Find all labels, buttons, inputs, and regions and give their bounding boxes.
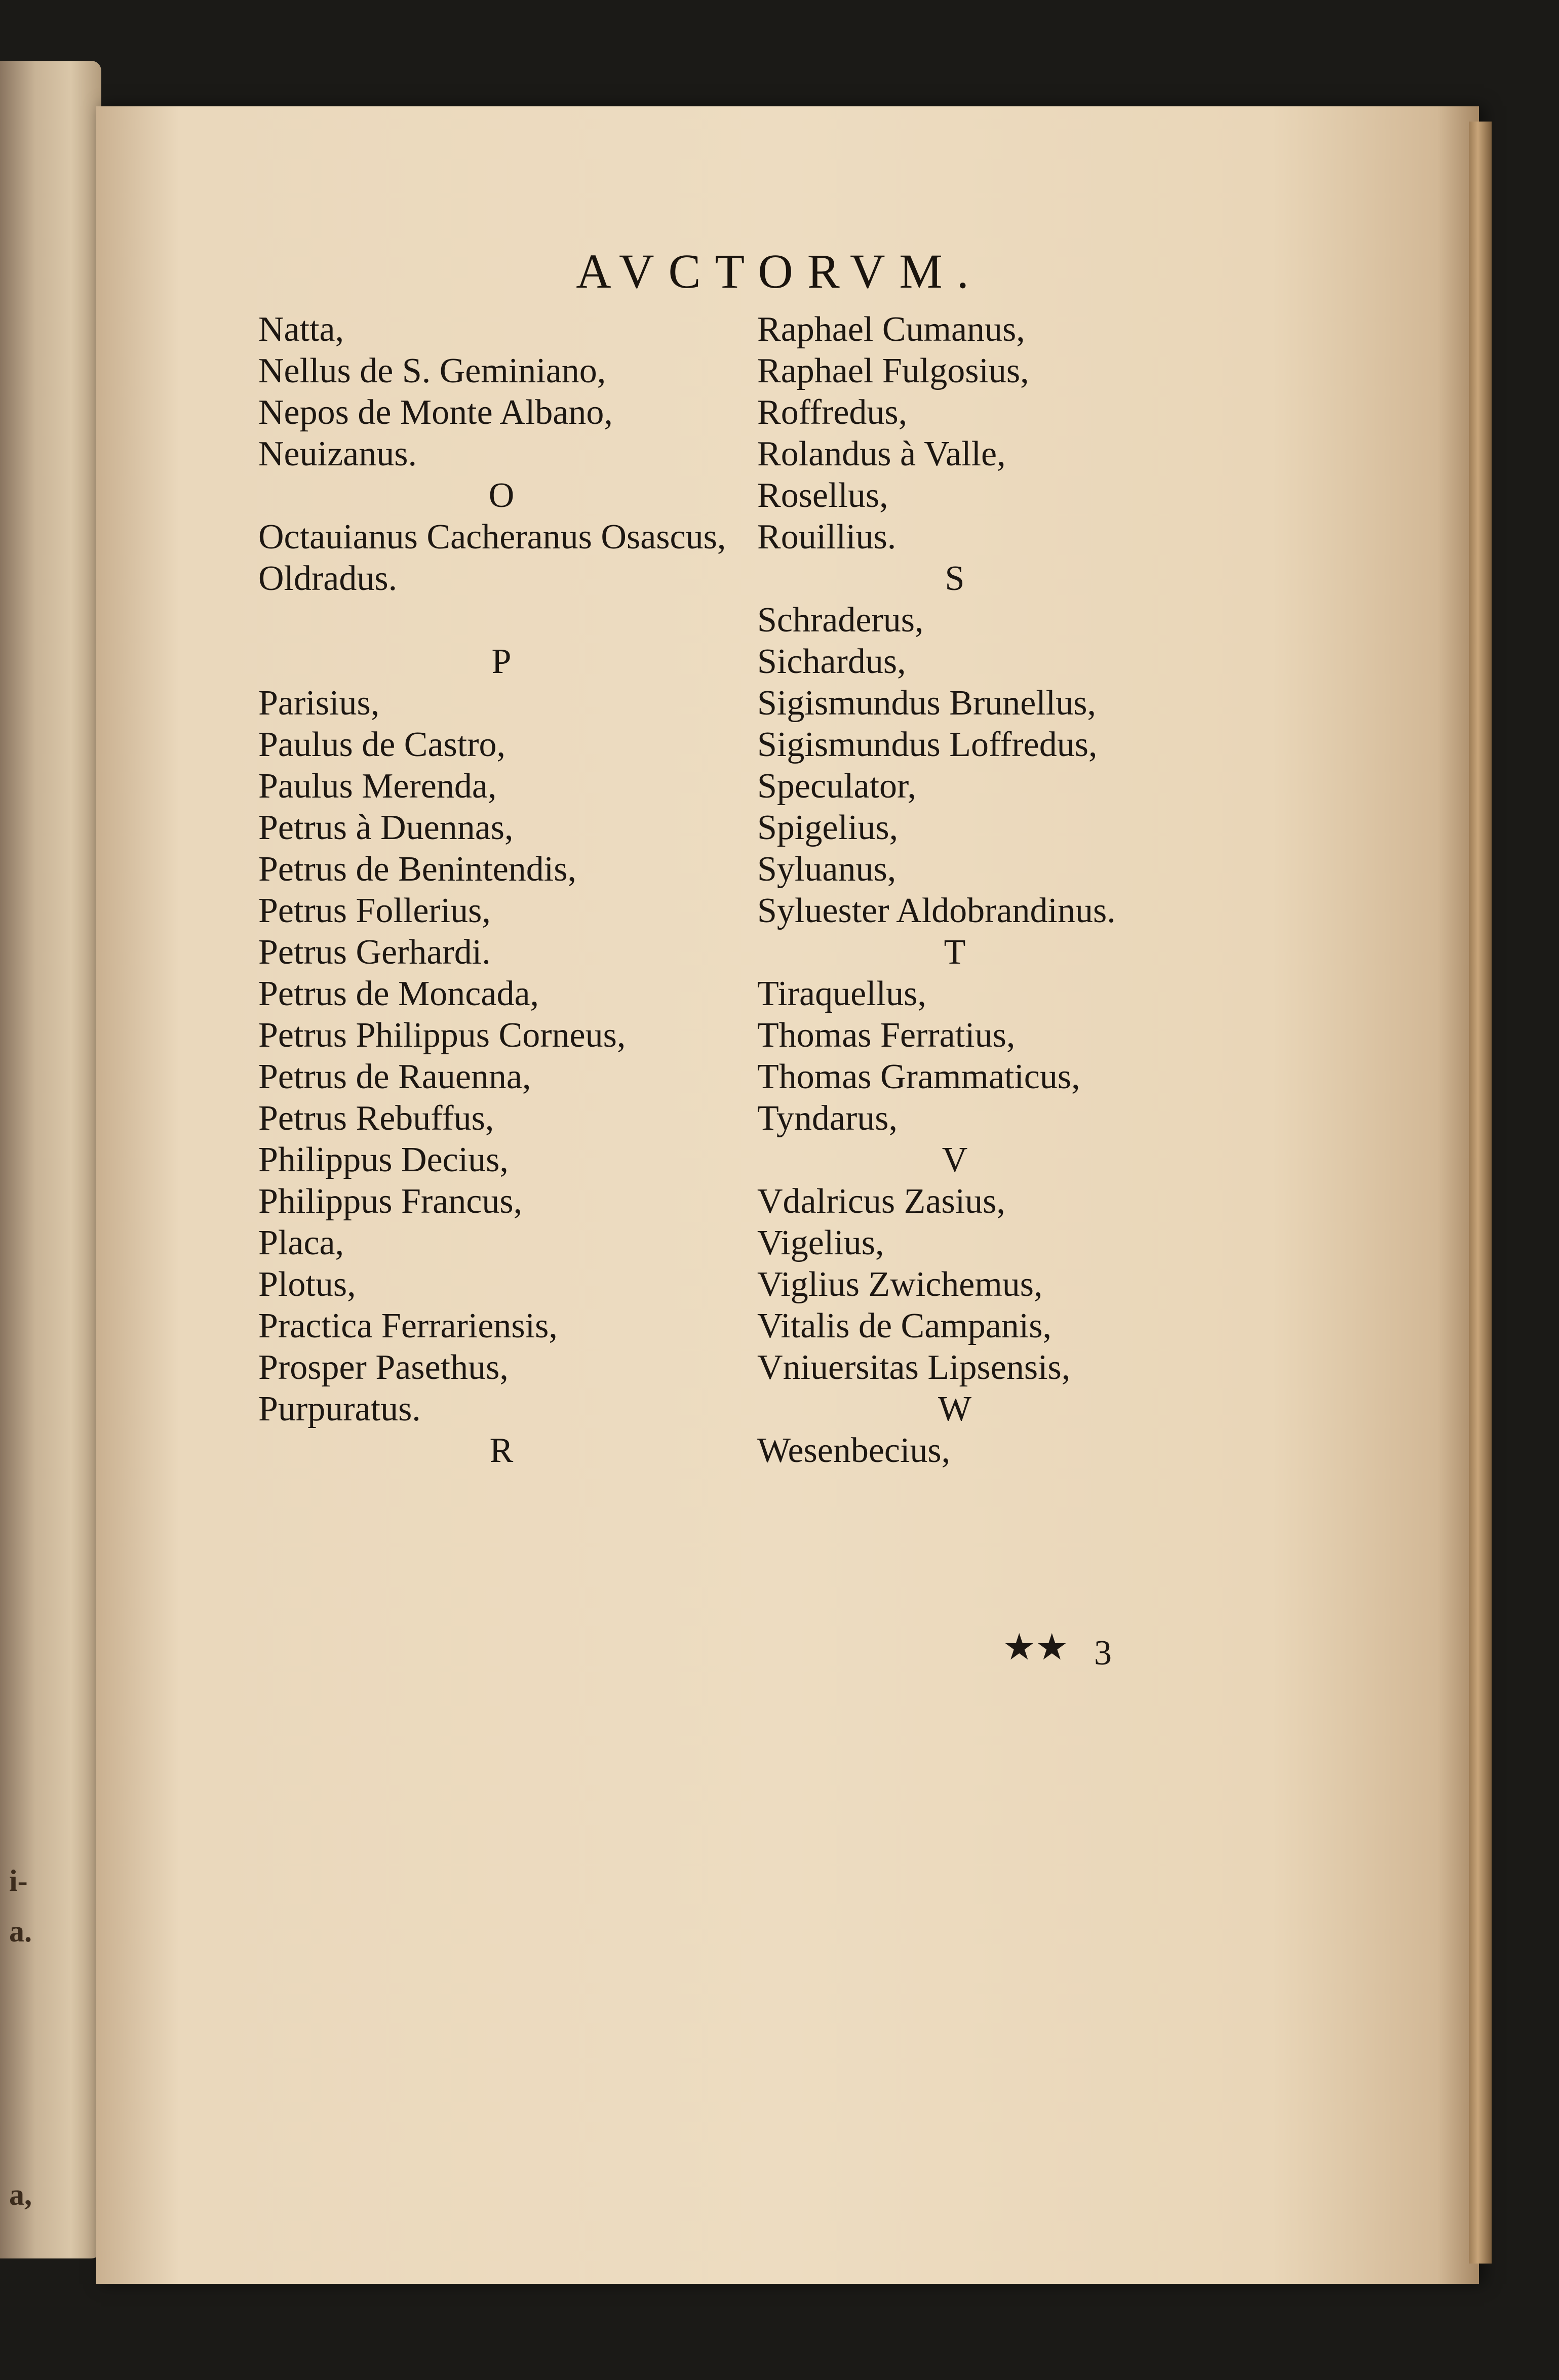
column-gap bbox=[258, 600, 745, 641]
author-entry: Natta, bbox=[258, 310, 344, 349]
author-entry: Raphael Cumanus, bbox=[757, 310, 1025, 349]
page-number: 3 bbox=[1094, 1634, 1112, 1673]
author-entry: Vigelius, bbox=[757, 1223, 884, 1262]
author-entry: Octauianus Cacheranus Osascus, bbox=[258, 518, 726, 557]
author-entry: Petrus à Duennas, bbox=[258, 808, 514, 847]
section-letter: P bbox=[491, 642, 512, 681]
author-entry: Prosper Pasethus, bbox=[258, 1348, 509, 1387]
page-heading: AVCTORVM. bbox=[576, 244, 983, 298]
author-entry: Philippus Decius, bbox=[258, 1140, 509, 1179]
author-entry: Vdalricus Zasius, bbox=[757, 1182, 1005, 1221]
author-entry: Petrus Follerius, bbox=[258, 891, 491, 930]
section-letter: O bbox=[488, 476, 515, 515]
section-letter: W bbox=[938, 1390, 972, 1429]
author-entry: Sigismundus Brunellus, bbox=[757, 684, 1096, 723]
author-entry: Syluanus, bbox=[757, 850, 897, 889]
author-entry: Nellus de S. Geminiano, bbox=[258, 351, 606, 390]
author-entry: Sigismundus Loffredus, bbox=[757, 725, 1098, 764]
author-entry: Sichardus, bbox=[757, 642, 906, 681]
author-entry: Petrus Rebuffus, bbox=[258, 1099, 494, 1138]
author-entry: Petrus de Benintendis, bbox=[258, 850, 576, 889]
author-entry: Paulus de Castro, bbox=[258, 725, 506, 764]
section-letter: T bbox=[944, 933, 966, 972]
author-entry: Thomas Grammaticus, bbox=[757, 1057, 1080, 1096]
author-entry: Petrus Philippus Corneus, bbox=[258, 1016, 626, 1055]
author-entry: Purpuratus. bbox=[258, 1390, 421, 1429]
author-entry: Parisius, bbox=[258, 684, 380, 723]
index-column-left bbox=[258, 309, 745, 1472]
index-column-right bbox=[757, 309, 1152, 1472]
prev-mark: a. bbox=[9, 1915, 32, 1948]
author-entry: Practica Ferrariensis, bbox=[258, 1306, 558, 1345]
author-entry: Schraderus, bbox=[757, 601, 924, 640]
author-entry: Oldradus. bbox=[258, 559, 398, 598]
author-entry: Tyndarus, bbox=[757, 1099, 898, 1138]
author-entry: Rosellus, bbox=[757, 476, 888, 515]
author-entry: Philippus Francus, bbox=[258, 1182, 523, 1221]
section-letter: V bbox=[942, 1140, 968, 1179]
author-entry: Spigelius, bbox=[757, 808, 899, 847]
author-entry: Petrus de Moncada, bbox=[258, 974, 539, 1013]
author-entry: Wesenbecius, bbox=[757, 1431, 951, 1470]
author-entry: Roffredus, bbox=[757, 393, 908, 432]
author-entry: Vitalis de Campanis, bbox=[757, 1306, 1051, 1345]
section-letter: R bbox=[489, 1431, 514, 1470]
prev-mark: a, bbox=[9, 2178, 32, 2211]
page-edge bbox=[1469, 122, 1492, 2264]
author-entry: Syluester Aldobrandinus. bbox=[757, 891, 1116, 930]
author-entry: Neuizanus. bbox=[258, 434, 417, 473]
author-entry: Vniuersitas Lipsensis, bbox=[757, 1348, 1071, 1387]
author-entry: Thomas Ferratius, bbox=[757, 1016, 1016, 1055]
signature-mark: ★★ bbox=[1003, 1627, 1069, 1668]
author-entry: Speculator, bbox=[757, 767, 917, 806]
author-entry: Viglius Zwichemus, bbox=[757, 1265, 1043, 1304]
author-entry: Rolandus à Valle, bbox=[757, 434, 1006, 473]
section-letter: S bbox=[945, 559, 965, 598]
author-entry: Petrus de Rauenna, bbox=[258, 1057, 531, 1096]
author-entry: Paulus Merenda, bbox=[258, 767, 497, 806]
prev-mark: i- bbox=[9, 1864, 28, 1897]
author-entry: Petrus Gerhardi. bbox=[258, 933, 491, 972]
author-entry: Tiraquellus, bbox=[757, 974, 926, 1013]
author-entry: Raphael Fulgosius, bbox=[757, 351, 1029, 390]
author-entry: Rouillius. bbox=[757, 518, 897, 557]
author-entry: Nepos de Monte Albano, bbox=[258, 393, 613, 432]
author-entry: Placa, bbox=[258, 1223, 344, 1262]
author-entry: Plotus, bbox=[258, 1265, 356, 1304]
